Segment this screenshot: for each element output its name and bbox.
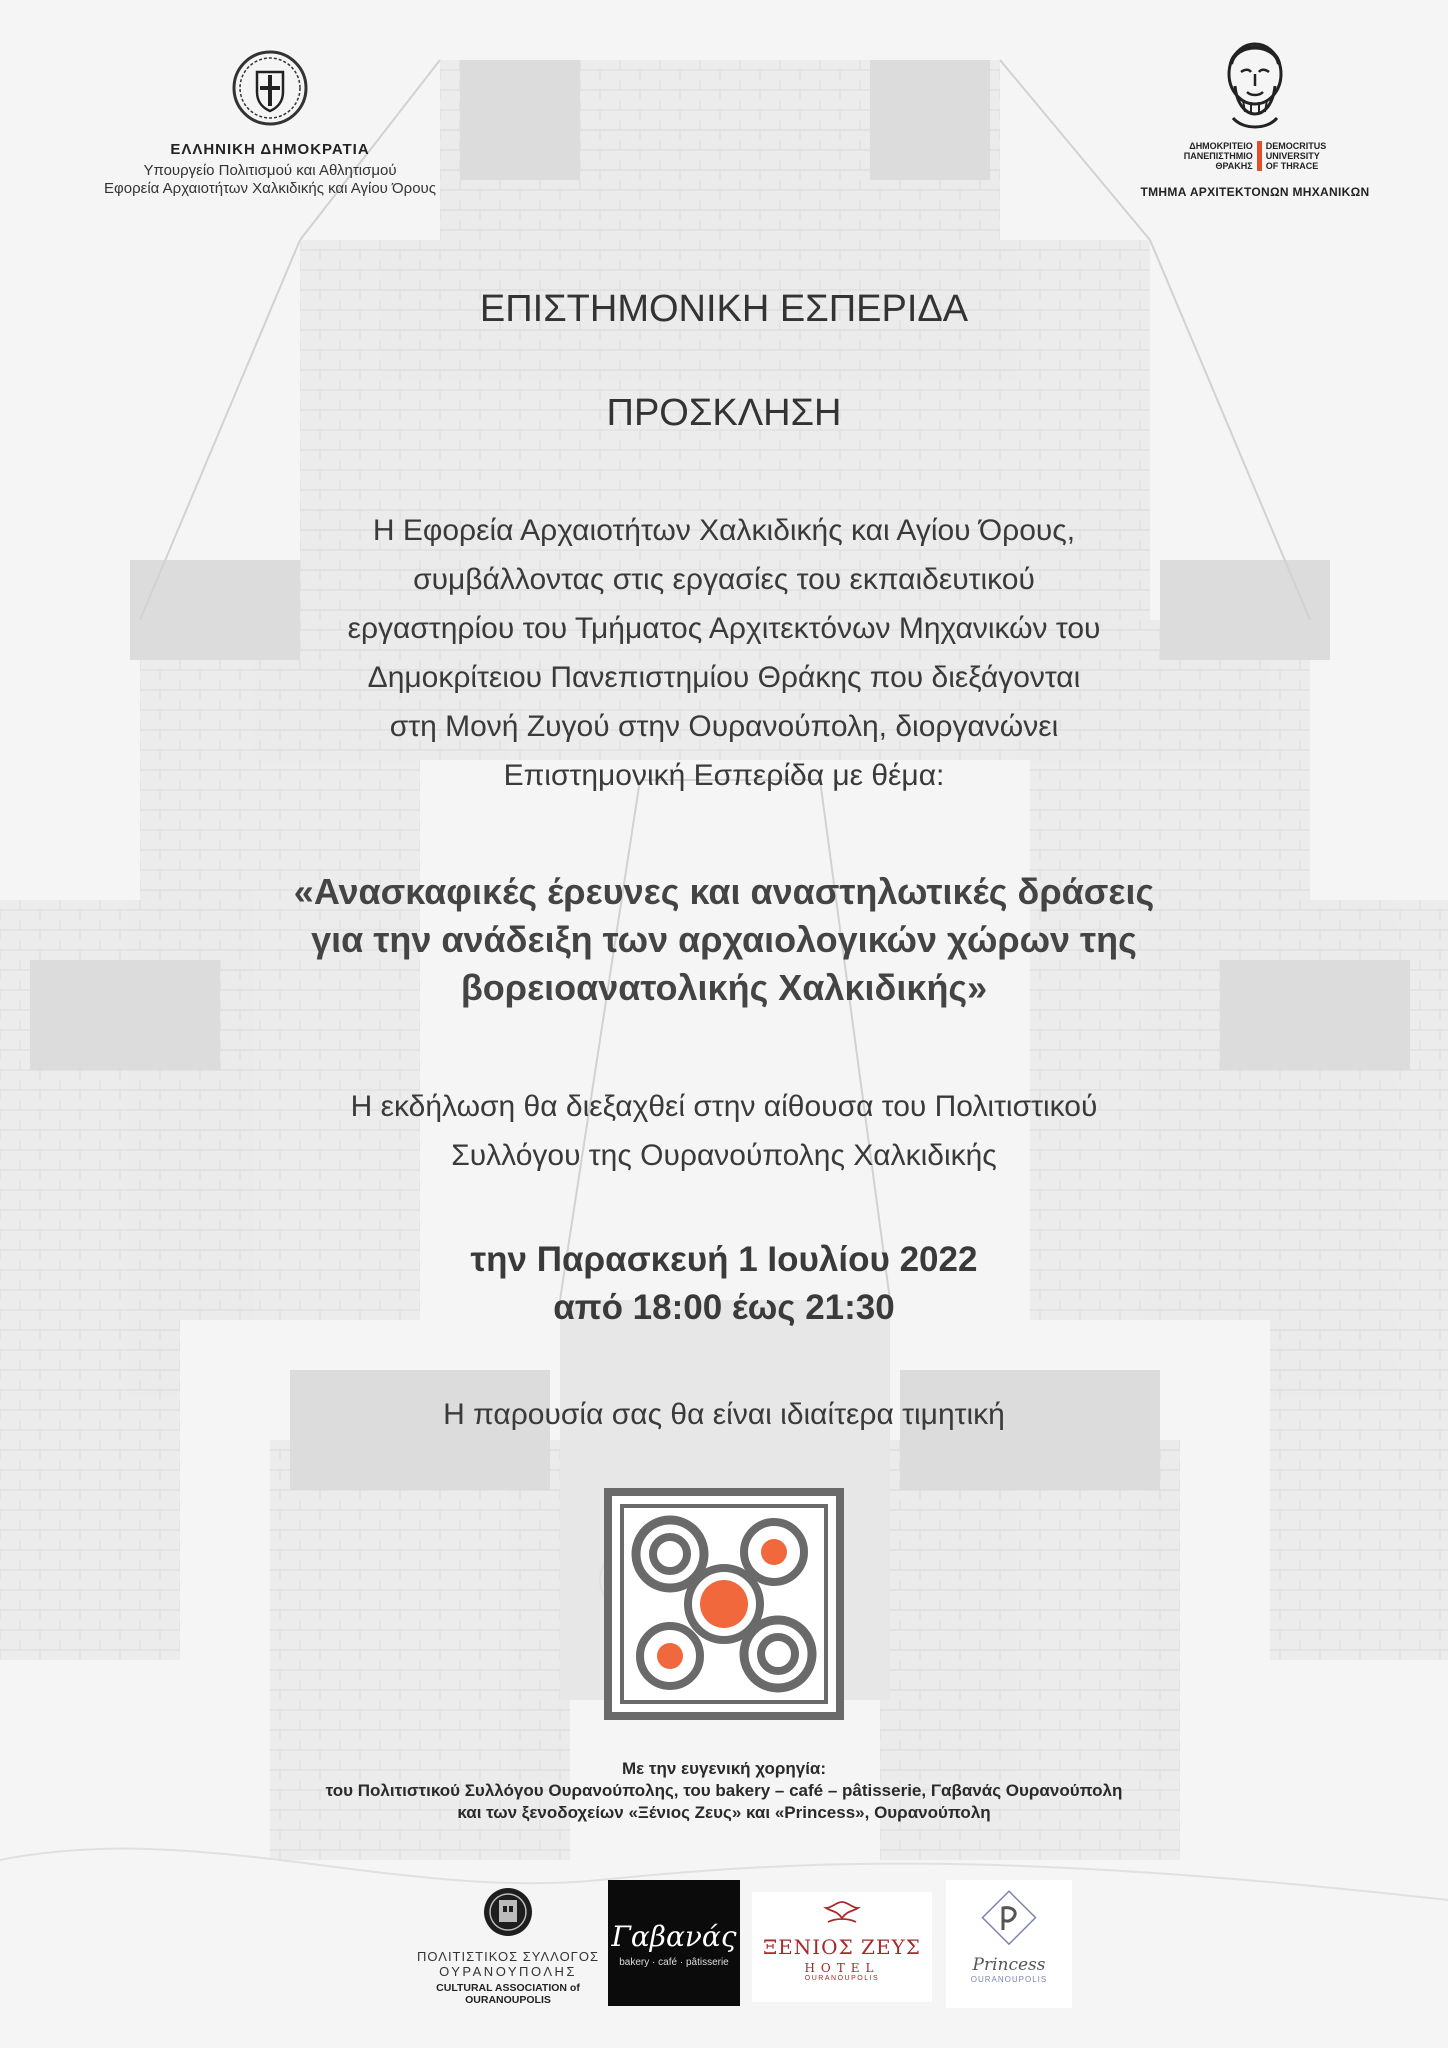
association-name-greek-1: ΠΟΛΙΤΙΣΤΙΚΟΣ ΣΥΛΛΟΓΟΣ — [417, 1949, 599, 1964]
sponsorship-heading: Με την ευγενική χορηγία: — [621, 1759, 827, 1778]
eagle-crest-icon — [822, 1898, 862, 1928]
sponsorship-text — [150, 1758, 1298, 1824]
gavanas-bakery-logo — [608, 1880, 740, 2006]
xenios-hotel-label: HOTEL — [804, 1961, 880, 1975]
university-wordmark — [1130, 141, 1380, 171]
presence-note: Η παρουσία σας θα είναι ιδιαίτερα τιμητική — [443, 1398, 1005, 1431]
university-name-greek — [1184, 141, 1253, 171]
intro-line: Η Εφορεία Αρχαιοτήτων Χαλκιδικής και Αγίου Όρους, — [372, 514, 1076, 547]
header-left-block — [60, 48, 480, 197]
topic-line: για την ανάδειξη των αρχαιολογικών χώρων της — [311, 919, 1137, 960]
xenios-zeus-hotel-logo — [752, 1892, 932, 2002]
intro-line: εργαστηρίου του Τμήματος Αρχιτεκτόνων Μηχανικών του — [347, 612, 1101, 645]
event-circles-logo-icon — [604, 1488, 844, 1720]
department-name: ΤΜΗΜΑ ΑΡΧΙΤΕΚΤΟΝΩΝ ΜΗΧΑΝΙΚΩΝ — [1140, 185, 1370, 199]
ministry-name: Υπουργείο Πολιτισμού και Αθλητισμού — [143, 162, 397, 179]
gavanas-name: Γαβανάς — [611, 1920, 737, 1953]
event-time: από 18:00 έως 21:30 — [553, 1288, 895, 1327]
princess-monogram-icon — [981, 1890, 1037, 1946]
princess-name: Princess — [972, 1955, 1046, 1975]
democritus-portrait-icon — [1213, 34, 1297, 134]
event-topic — [180, 868, 1268, 1012]
sponsorship-line: του Πολιτιστικού Συλλόγου Ουρανούπολης, του bakery – café – pâtisserie, Γαβανάς Ουρανούπολη — [325, 1781, 1123, 1800]
venue-paragraph — [180, 1082, 1268, 1180]
uni-gr-line: ΠΑΝΕΠΙΣΤΗΜΙΟ — [1183, 151, 1253, 161]
association-name-english: CULTURAL ASSOCIATION of OURANOUPOLIS — [436, 1982, 580, 2006]
uni-gr-line: ΔΗΜΟΚΡΙΤΕΙΟ — [1189, 141, 1253, 151]
topic-line: «Ανασκαφικές έρευνες και αναστηλωτικές δράσεις — [293, 871, 1155, 912]
venue-line: Η εκδήλωση θα διεξαχθεί στην αίθουσα του Πολιτιστικού — [350, 1090, 1098, 1123]
intro-line: στη Μονή Ζυγού στην Ουρανούπολη, διοργανώνει — [389, 710, 1059, 743]
cultural-association-logo — [398, 1886, 618, 2006]
venue-line: Συλλόγου της Ουρανούπολης Χαλκιδικής — [451, 1139, 997, 1172]
princess-location: OURANOUPOLIS — [970, 1975, 1048, 1984]
uni-en-line: UNIVERSITY — [1265, 151, 1320, 161]
university-name-english — [1266, 141, 1327, 171]
sponsorship-line: και των ξενοδοχείων «Ξένιος Ζευς» και «Princess», Ουρανούπολη — [457, 1803, 991, 1822]
princess-hotel-logo — [946, 1880, 1072, 2008]
intro-line: συμβάλλοντας στις εργασίες του εκπαιδευτικού — [413, 563, 1035, 596]
intro-paragraph — [180, 506, 1268, 800]
xenios-name: ΞΕΝΙΟΣ ΖΕΥΣ — [763, 1935, 921, 1959]
uni-gr-line: ΘΡΑΚΗΣ — [1215, 161, 1253, 171]
header-right-block — [1130, 34, 1380, 199]
uni-en-line: DEMOCRITUS — [1265, 141, 1327, 151]
greek-coat-of-arms-icon — [230, 48, 310, 128]
gavanas-tagline: bakery · café · pâtisserie — [619, 1957, 729, 1968]
intro-line: Επιστημονική Εσπερίδα με θέμα: — [503, 759, 945, 792]
university-accent-bar — [1257, 141, 1262, 171]
uni-en-line: OF THRACE — [1265, 161, 1319, 171]
event-datetime — [180, 1236, 1268, 1332]
intro-line: Δημοκρίτειου Πανεπιστημίου Θράκης που διεξάγονται — [367, 661, 1081, 694]
country-name: ΕΛΛΗΝΙΚΗ ΔΗΜΟΚΡΑΤΙΑ — [170, 141, 370, 158]
event-date: την Παρασκευή 1 Ιουλίου 2022 — [470, 1240, 978, 1279]
event-title: ΕΠΙΣΤΗΜΟΝΙΚΗ ΕΣΠΕΡΙΔΑ — [479, 288, 969, 330]
association-name-greek-2: ΟΥΡΑΝΟΥΠΟΛΗΣ — [439, 1964, 577, 1979]
association-roundel-icon — [482, 1886, 534, 1938]
ephorate-name: Εφορεία Αρχαιοτήτων Χαλκιδικής και Αγίου Όρους — [104, 180, 436, 197]
invitation-title: ΠΡΟΣΚΛΗΣΗ — [606, 392, 842, 434]
xenios-location: OURANOUPOLIS — [804, 1975, 880, 1982]
topic-line: βορειοανατολικής Χαλκιδικής» — [460, 967, 988, 1008]
